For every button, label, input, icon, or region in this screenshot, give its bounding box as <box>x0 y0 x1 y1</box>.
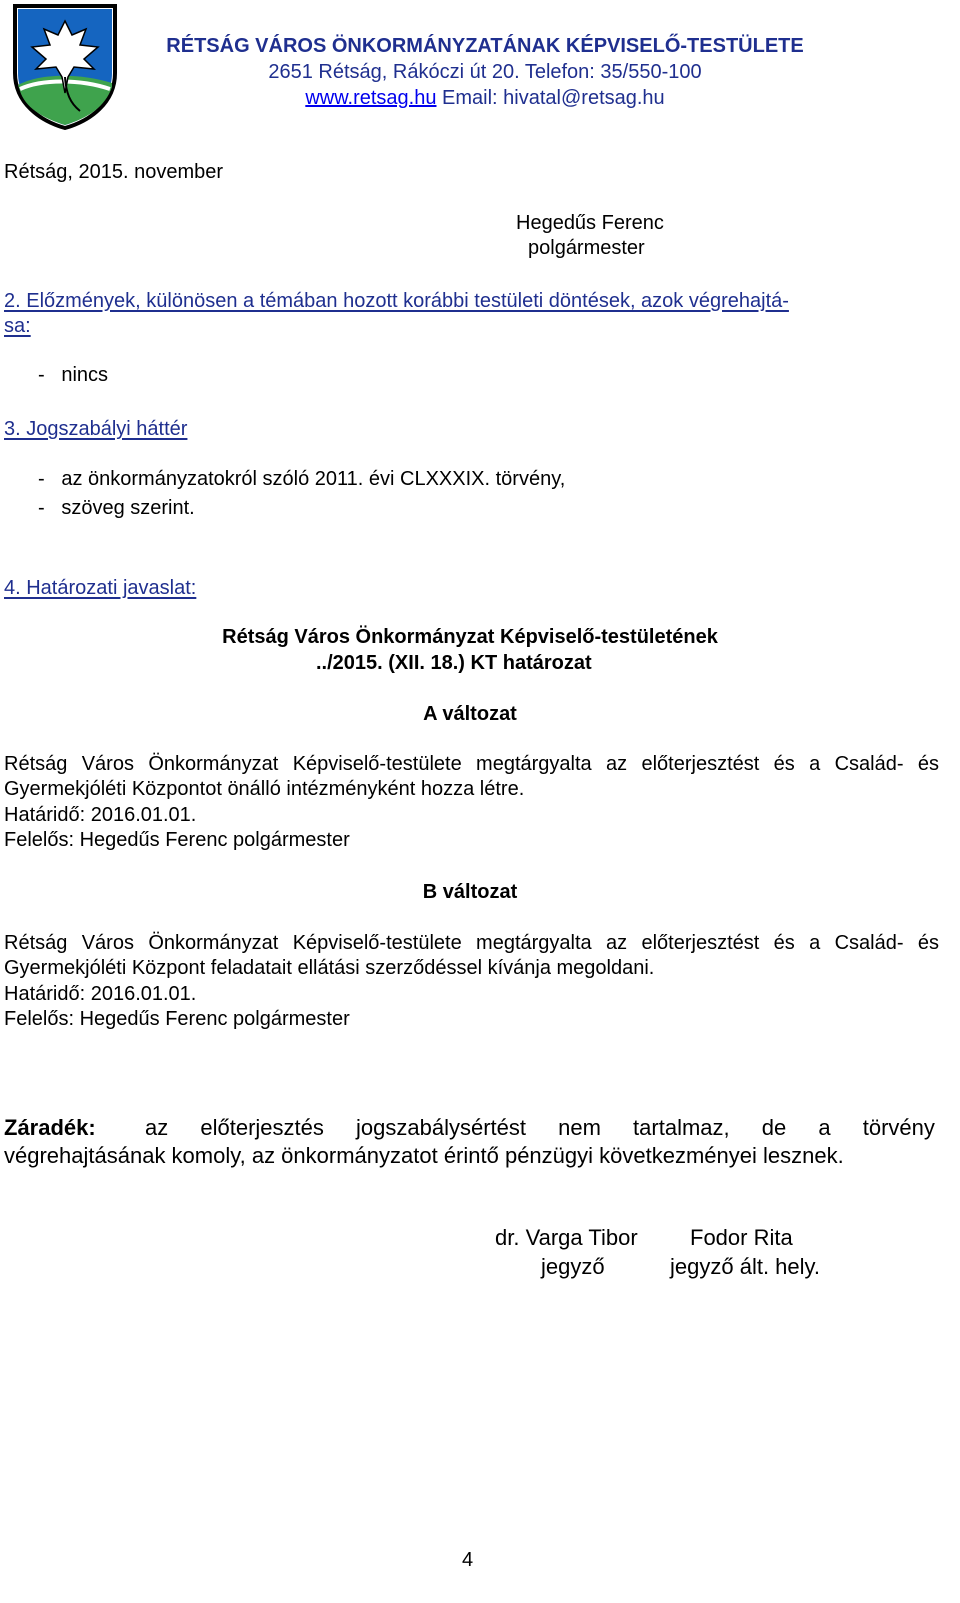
section-2-heading-line1: 2. Előzmények, különösen a témában hozott korábbi testületi döntések, azok végrehajtá- <box>4 290 789 312</box>
variant-a-heading: A változat <box>423 703 517 725</box>
clause-line1-text <box>145 1114 935 1142</box>
mayor-name: Hegedűs Ferenc <box>516 212 664 234</box>
variant-b-heading: B változat <box>422 881 518 903</box>
clause-word: tartalmaz, <box>633 1115 730 1140</box>
clause-line1 <box>4 1114 935 1142</box>
signature-1-name: dr. Varga Tibor <box>495 1225 638 1250</box>
variant-a-deadline: Határidő: 2016.01.01. <box>4 804 197 826</box>
signature-2-role: jegyző ált. hely. <box>670 1254 821 1279</box>
coat-of-arms-logo <box>10 3 120 130</box>
date-line: Rétság, 2015. november <box>4 161 224 183</box>
clause-word: nem <box>558 1115 601 1140</box>
section-3-item-2: - szöveg szerint. <box>38 497 195 519</box>
section-3-heading: 3. Jogszabályi háttér <box>4 418 188 440</box>
clause-line2: végrehajtásának komoly, az önkormányzatot érintő pénzügyi következményei lesznek. <box>4 1143 844 1168</box>
variant-b-deadline: Határidő: 2016.01.01. <box>4 983 197 1005</box>
clause-word: a <box>818 1115 831 1140</box>
council-address: 2651 Rétság, Rákóczi út 20. Telefon: 35/550-100 <box>268 61 702 83</box>
variant-b-text-line1: Rétság Város Önkormányzat Képviselő-testülete megtárgyalta az előterjesztést és a Család- és <box>4 932 939 954</box>
section-2-heading-line2: sa: <box>4 315 31 337</box>
website-link[interactable]: www.retsag.hu <box>305 87 437 109</box>
signature-1-role: jegyző <box>541 1254 605 1279</box>
signature-2-name: Fodor Rita <box>690 1225 793 1250</box>
clause-word: az <box>145 1115 169 1140</box>
variant-b-responsible: Felelős: Hegedűs Ferenc polgármester <box>4 1008 350 1030</box>
contact-line <box>165 85 805 111</box>
variant-a-text-line1: Rétság Város Önkormányzat Képviselő-testülete megtárgyalta az előterjesztést és a Család- és <box>4 753 939 775</box>
variant-a-text-line2: Gyermekjóléti Központot önálló intézményként hozza létre. <box>4 778 525 800</box>
clause-word: de <box>761 1115 787 1140</box>
resolution-title-line2: ../2015. (XII. 18.) KT határozat <box>316 652 592 674</box>
clause-word: előterjesztés <box>200 1115 324 1140</box>
section-3-item-1: - az önkormányzatokról szóló 2011. évi CLXXXIX. törvény, <box>38 468 566 490</box>
section-2-item: - nincs <box>38 364 109 386</box>
resolution-title-line1: Rétság Város Önkormányzat Képviselő-testületének <box>222 626 718 648</box>
section-4-heading: 4. Határozati javaslat: <box>4 577 197 599</box>
mayor-role: polgármester <box>528 237 645 259</box>
email-text: Email: hivatal@retsag.hu <box>442 87 665 109</box>
variant-a-responsible: Felelős: Hegedűs Ferenc polgármester <box>4 829 350 851</box>
clause-word: jogszabálysértést <box>356 1115 526 1140</box>
page-number: 4 <box>462 1549 474 1571</box>
variant-b-text-line2: Gyermekjóléti Központ feladatait ellátási szerződéssel kívánja megoldani. <box>4 957 655 979</box>
clause-word: törvény <box>862 1115 935 1140</box>
clause-label: Záradék: <box>4 1115 96 1140</box>
council-title: RÉTSÁG VÁROS ÖNKORMÁNYZATÁNAK KÉPVISELŐ-TESTÜLETE <box>166 35 804 57</box>
